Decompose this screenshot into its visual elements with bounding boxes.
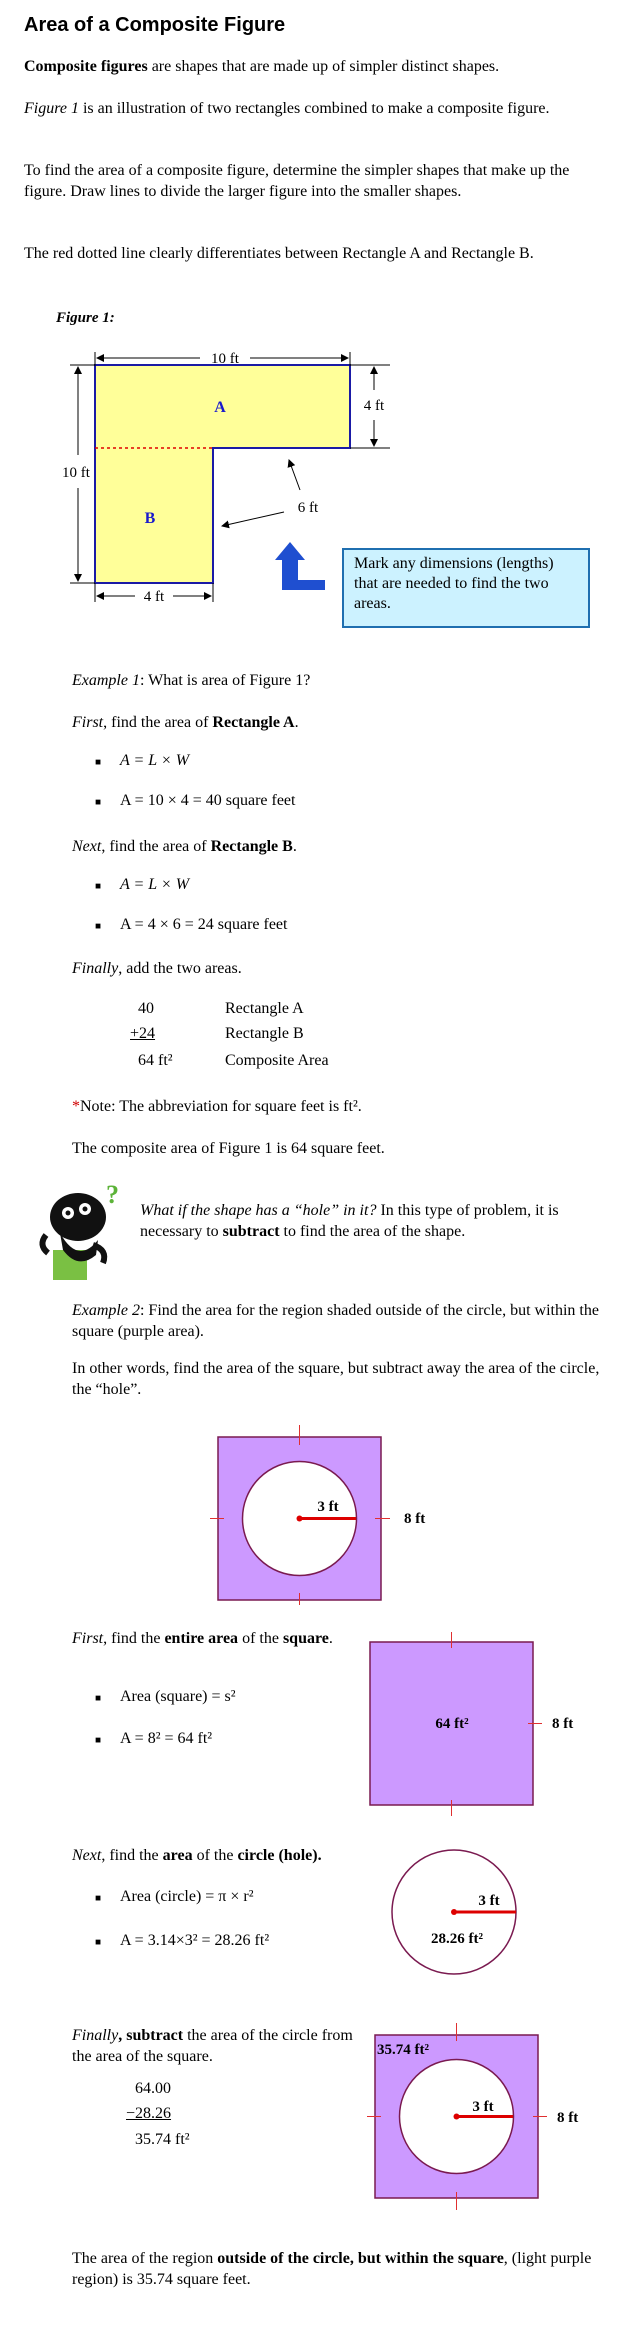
- step-word: Finally: [72, 960, 119, 977]
- formula-b1: A = L × W: [120, 876, 190, 893]
- step-bold: entire area: [164, 1630, 239, 1647]
- sq-side-label: 8 ft: [552, 1716, 574, 1732]
- step-text: , add the two areas.: [118, 960, 242, 977]
- dimension-note-box: Mark any dimensions (lengths) that are needed to find the two areas.: [342, 548, 590, 628]
- dim-right-label: 4 ft: [363, 398, 385, 414]
- circ-formula-1: Area (circle) = π × r²: [120, 1888, 254, 1905]
- conclusion-bold: outside of the circle, but within the square: [217, 2250, 504, 2267]
- sub-value: 64.00: [135, 2080, 171, 2097]
- dim-inner-label: 6 ft: [297, 500, 319, 516]
- sum-value: +24: [130, 1025, 156, 1042]
- example2-first: [72, 1628, 342, 1649]
- step-bold: circle (hole).: [237, 1847, 322, 1864]
- hole-question: What if the shape has a “hole” in it?: [140, 1202, 377, 1219]
- sq-formula-1: Area (square) = s²: [120, 1688, 236, 1705]
- final-side-label: 8 ft: [557, 2110, 579, 2126]
- fig-radius-label: 3 ft: [317, 1499, 339, 1515]
- step-text: .: [328, 1630, 333, 1647]
- step-text: , find the: [103, 1630, 165, 1647]
- sq-area-label: 64 ft²: [435, 1716, 469, 1732]
- intro-paragraph-3: To find the area of a composite figure, determine the simpler shapes that make up the figure. Draw lines to divide the larger figure into the smaller shapes.: [24, 162, 570, 200]
- step-bold: Rectangle B: [210, 838, 293, 855]
- sub-value: 35.74 ft²: [135, 2131, 190, 2148]
- step-word: First: [72, 714, 104, 731]
- term-composite-figures: Composite figures: [24, 58, 148, 75]
- sum-label: Composite Area: [225, 1052, 329, 1069]
- sum-value: 40: [138, 1000, 154, 1017]
- step-text: .: [292, 838, 297, 855]
- step-word: Next: [72, 1847, 102, 1864]
- intro-text: are shapes that are made up of simpler distinct shapes.: [147, 58, 500, 75]
- bullet-icon: ■: [95, 1893, 102, 1904]
- example2-conclusion: [72, 2248, 612, 2290]
- hole-paragraph: [140, 1200, 580, 1242]
- thinking-character-icon: [28, 1185, 128, 1285]
- figure1-caption: Figure 1:: [56, 310, 115, 326]
- bullet-icon: ■: [95, 881, 102, 892]
- formula-a2: A = 10 × 4 = 40 square feet: [120, 792, 296, 809]
- intro-text: is an illustration of two rectangles combined to make a composite figure.: [78, 100, 550, 117]
- bullet-icon: ■: [95, 757, 102, 768]
- example1-first: [72, 712, 612, 733]
- example1-heading: [72, 670, 612, 691]
- ft2-note: [72, 1096, 612, 1117]
- example2-other-words: In other words, find the area of the square, but subtract away the area of the circle, the “hole”.: [72, 1360, 600, 1398]
- dim-bottom-label: 4 ft: [143, 589, 165, 605]
- circ-formula-2: A = 3.14×3² = 28.26 ft²: [120, 1932, 270, 1949]
- hole-text: In this type of problem, it is necessary to: [140, 1202, 559, 1240]
- page-title: Area of a Composite Figure: [24, 14, 286, 36]
- circ-radius-label: 3 ft: [478, 1893, 500, 1909]
- step-word: First: [72, 1630, 104, 1647]
- example1-conclusion: The composite area of Figure 1 is 64 square feet.: [72, 1140, 385, 1157]
- composite-l-shape: [95, 365, 350, 583]
- square-with-hole-figure: [200, 1415, 460, 1605]
- dim-left-label: 10 ft: [62, 465, 90, 481]
- sub-value: −28.26: [126, 2105, 172, 2122]
- intro-paragraph-2: [24, 98, 604, 119]
- bullet-icon: ■: [95, 1937, 102, 1948]
- figure-ref: Figure 1: [24, 100, 79, 117]
- bullet-icon: ■: [95, 921, 102, 932]
- rect-a-label: A: [214, 399, 226, 416]
- bullet-icon: ■: [95, 797, 102, 808]
- example2-finally: [72, 2025, 372, 2067]
- bullet-icon: ■: [95, 1735, 102, 1746]
- note-star: *: [72, 1098, 80, 1115]
- square-area-figure: [360, 1630, 580, 1820]
- final-radius-label: 3 ft: [472, 2099, 494, 2115]
- formula-a1: A = L × W: [120, 752, 190, 769]
- hole-bold: subtract: [222, 1223, 280, 1240]
- final-area-label: 35.74 ft²: [377, 2042, 429, 2058]
- example2-heading: [72, 1300, 612, 1342]
- step-text: of the: [192, 1847, 238, 1864]
- step-bold: , subtract: [118, 2027, 184, 2044]
- step-bold: area: [162, 1847, 193, 1864]
- circle-area-figure: [385, 1845, 525, 1980]
- formula-b2: A = 4 × 6 = 24 square feet: [120, 916, 288, 933]
- sum-label: Rectangle A: [225, 1000, 304, 1017]
- circ-area-label: 28.26 ft²: [431, 1931, 483, 1947]
- conclusion-text: , (light purple region) is 35.74 square feet.: [72, 2250, 592, 2288]
- intro-paragraph-1: [24, 56, 604, 77]
- example1-finally: [72, 958, 612, 979]
- example-text: : What is area of Figure 1?: [139, 672, 311, 689]
- example-text: : Find the area for the region shaded outside of the circle, but within the square (purple area).: [72, 1302, 599, 1340]
- intro-paragraph-4: The red dotted line clearly differentiates between Rectangle A and Rectangle B.: [24, 245, 534, 262]
- conclusion-text: The area of the region: [72, 2250, 218, 2267]
- step-text: of the: [238, 1630, 283, 1647]
- hole-text: to find the area of the shape.: [279, 1223, 466, 1240]
- step-text: the area of the circle from the area of the square.: [72, 2027, 353, 2065]
- step-word: Next: [72, 838, 102, 855]
- step-text: .: [294, 714, 299, 731]
- dim-top-label: 10 ft: [211, 351, 239, 367]
- step-bold: square: [282, 1630, 329, 1647]
- fig-side-label: 8 ft: [404, 1511, 426, 1527]
- sq-formula-2: A = 8² = 64 ft²: [120, 1730, 213, 1747]
- example1-next: [72, 836, 612, 857]
- step-bold: Rectangle A: [212, 714, 295, 731]
- note-text: Note: The abbreviation for square feet is ft².: [80, 1098, 362, 1115]
- sum-label: Rectangle B: [225, 1025, 304, 1042]
- step-text: , find the area of: [103, 714, 213, 731]
- example-label: Example 2: [72, 1302, 140, 1319]
- final-area-figure: [365, 2020, 595, 2220]
- rect-b-label: B: [144, 510, 156, 527]
- step-word: Finally: [72, 2027, 119, 2044]
- example-label: Example 1: [72, 672, 140, 689]
- blue-arrow-icon: [275, 542, 325, 590]
- step-text: , find the: [101, 1847, 163, 1864]
- svg-text:?: ?: [106, 1185, 119, 1209]
- sum-value: 64 ft²: [138, 1052, 173, 1069]
- bullet-icon: ■: [95, 1693, 102, 1704]
- step-text: , find the area of: [101, 838, 211, 855]
- example2-next: [72, 1845, 612, 1866]
